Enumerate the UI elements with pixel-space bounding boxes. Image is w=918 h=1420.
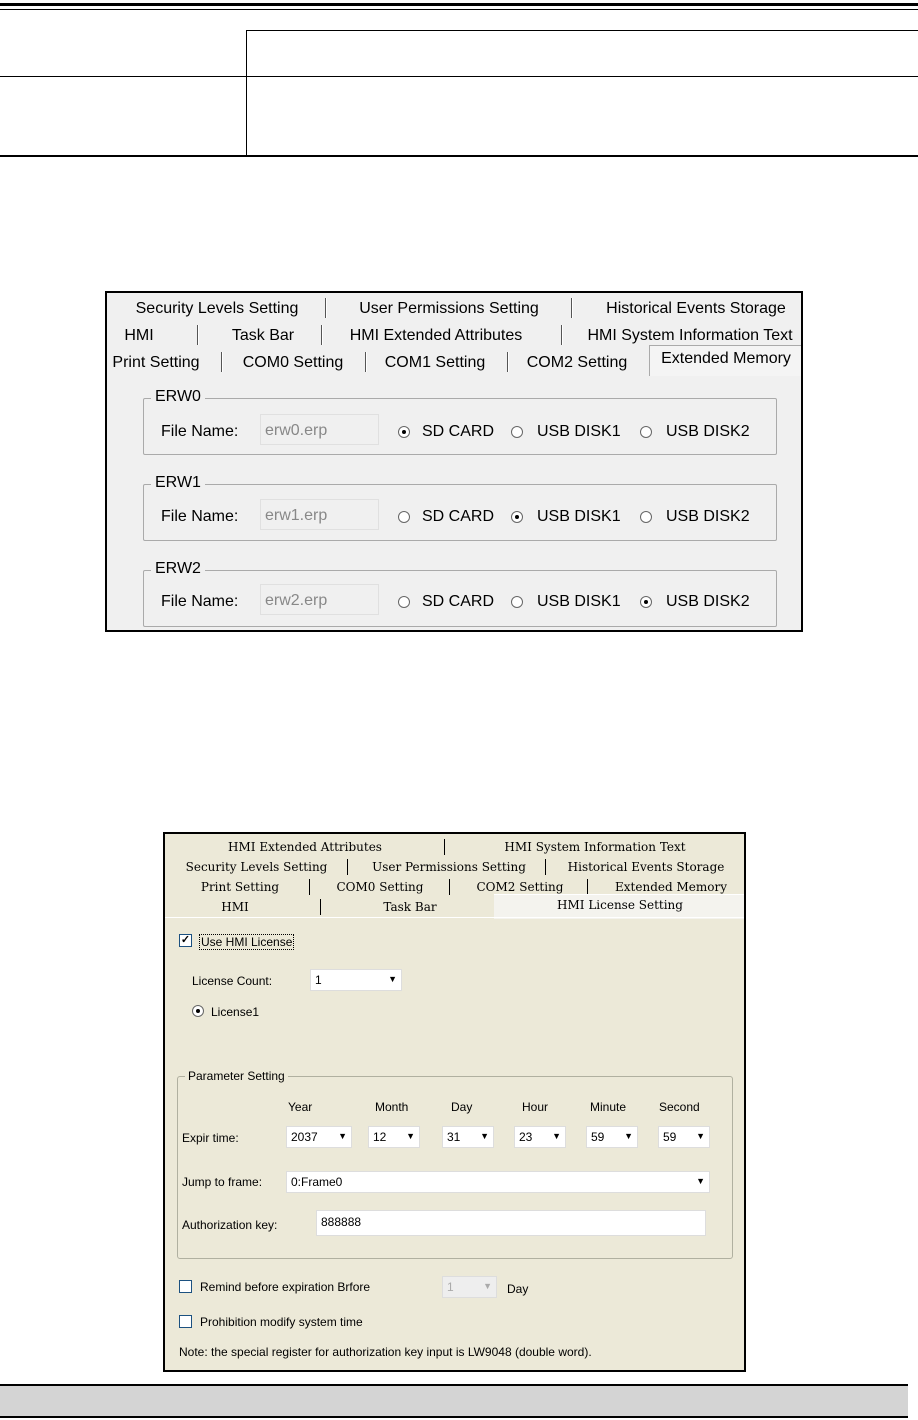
tab-hmi-system-information-text[interactable]: HMI System Information Text (504, 840, 686, 854)
tab-separator (571, 298, 573, 318)
remind-before-expiration-checkbox[interactable] (179, 1280, 192, 1293)
erw0-file-name-field[interactable]: erw0.erp (260, 414, 379, 445)
erw2-sd-card-radio[interactable] (398, 596, 410, 608)
day-value: 31 (447, 1130, 461, 1144)
authorization-key-input[interactable] (316, 1210, 706, 1236)
tab-print-setting[interactable]: Print Setting (200, 880, 280, 894)
file-name-label: File Name: (161, 423, 239, 440)
tab-extended-memory[interactable]: Extended Memory (661, 350, 791, 367)
tab-com0-setting[interactable]: COM0 Setting (336, 880, 424, 894)
tab-task-bar[interactable]: Task Bar (231, 327, 295, 344)
tab-com2-setting[interactable]: COM2 Setting (476, 880, 564, 894)
group-erw0-title: ERW0 (151, 388, 205, 406)
month-header: Month (375, 1100, 409, 1114)
chevron-down-icon: ▼ (552, 1131, 561, 1141)
erw1-usb-disk1-radio[interactable] (511, 511, 523, 523)
tab-separator (197, 325, 199, 345)
day-select[interactable] (442, 1126, 494, 1148)
erw2-usb-disk1-radio[interactable] (511, 596, 523, 608)
chevron-down-icon: ▼ (388, 974, 397, 984)
minute-header: Minute (590, 1100, 627, 1114)
group-erw1-title: ERW1 (151, 474, 205, 492)
license-count-select[interactable] (310, 969, 402, 991)
file-name-label: File Name: (161, 593, 239, 610)
tab-separator (449, 879, 450, 895)
second-header: Second (659, 1100, 700, 1114)
license-count-value: 1 (315, 973, 322, 987)
erw1-usb-disk1-label[interactable]: USB DISK1 (537, 508, 621, 525)
tab-separator (444, 839, 445, 855)
tab-panel-top-edge (165, 917, 744, 918)
remind-before-expiration-label[interactable]: Remind before expiration Brfore (200, 1280, 371, 1294)
minute-select[interactable] (586, 1126, 638, 1148)
chevron-down-icon: ▼ (480, 1131, 489, 1141)
extended-memory-dialog (105, 291, 803, 632)
table-column-divider (246, 30, 247, 156)
tab-hmi[interactable]: HMI (221, 900, 249, 914)
tab-extended-memory[interactable]: Extended Memory (615, 880, 727, 894)
jump-to-frame-label: Jump to frame: (182, 1175, 263, 1189)
chevron-down-icon: ▼ (624, 1131, 633, 1141)
hour-select[interactable] (514, 1126, 566, 1148)
tab-hmi[interactable]: HMI (124, 327, 154, 344)
tab-separator (321, 325, 323, 345)
erw1-sd-card-radio[interactable] (398, 511, 410, 523)
tab-separator (347, 859, 348, 875)
tab-historical-events-storage[interactable]: Historical Events Storage (606, 300, 786, 317)
erw2-usb-disk2-radio[interactable] (640, 596, 652, 608)
erw1-usb-disk2-label[interactable]: USB DISK2 (666, 508, 750, 525)
tab-print-setting[interactable]: Print Setting (112, 354, 200, 371)
tab-hmi-license-setting[interactable]: HMI License Setting (557, 898, 683, 912)
table-row-line-2 (0, 76, 918, 77)
chevron-down-icon: ▼ (696, 1176, 705, 1186)
tab-separator (309, 879, 310, 895)
table-row-line-1 (246, 30, 918, 31)
year-select[interactable] (286, 1126, 352, 1148)
tab-hmi-extended-attributes[interactable]: HMI Extended Attributes (228, 840, 382, 854)
erw1-usb-disk2-radio[interactable] (640, 511, 652, 523)
tab-separator (221, 352, 223, 372)
remind-day-unit: Day (507, 1282, 529, 1296)
use-hmi-license-checkbox[interactable]: ✓ (180, 934, 191, 946)
tab-user-permissions-setting[interactable]: User Permissions Setting (359, 300, 539, 317)
erw0-usb-disk2-radio[interactable] (640, 426, 652, 438)
chevron-down-icon: ▼ (406, 1131, 415, 1141)
second-select[interactable] (658, 1126, 710, 1148)
tab-separator (507, 352, 509, 372)
erw0-usb-disk2-label[interactable]: USB DISK2 (666, 423, 750, 440)
erw0-usb-disk1-radio[interactable] (511, 426, 523, 438)
tab-separator (545, 859, 546, 875)
tab-com0-setting[interactable]: COM0 Setting (242, 354, 344, 371)
remind-days-value: 1 (447, 1280, 454, 1294)
remind-days-select[interactable] (442, 1276, 497, 1298)
header-rule-top (0, 3, 918, 6)
hour-header: Hour (522, 1100, 549, 1114)
note-text: Note: the special register for authorization key input is LW9048 (double word). (179, 1345, 592, 1359)
erw2-usb-disk2-label[interactable]: USB DISK2 (666, 593, 750, 610)
tab-hmi-system-information-text[interactable]: HMI System Information Text (587, 327, 793, 344)
minute-value: 59 (591, 1130, 605, 1144)
tab-separator (365, 352, 367, 372)
license-count-label: License Count: (192, 974, 273, 988)
year-header: Year (288, 1100, 313, 1114)
day-header: Day (451, 1100, 473, 1114)
tab-separator (320, 899, 321, 915)
chevron-down-icon: ▼ (696, 1131, 705, 1141)
use-hmi-license-label[interactable]: Use HMI License (201, 935, 293, 949)
tab-com1-setting[interactable]: COM1 Setting (384, 354, 486, 371)
erw2-usb-disk1-label[interactable]: USB DISK1 (537, 593, 621, 610)
authorization-key-label: Authorization key: (182, 1218, 278, 1232)
month-value: 12 (373, 1130, 387, 1144)
erw2-file-name-field[interactable]: erw2.erp (260, 584, 379, 615)
group-erw2-title: ERW2 (151, 560, 205, 578)
file-name-label: File Name: (161, 508, 239, 525)
erw0-sd-card-label[interactable]: SD CARD (422, 423, 495, 440)
tab-security-levels-setting[interactable]: Security Levels Setting (185, 860, 328, 874)
authorization-key-value: 888888 (321, 1215, 362, 1229)
erw1-sd-card-label[interactable]: SD CARD (422, 508, 495, 525)
parameter-setting-title: Parameter Setting (185, 1069, 288, 1083)
chevron-down-icon: ▼ (338, 1131, 347, 1141)
footer-bar (0, 1384, 908, 1418)
table-bottom-rule (0, 155, 918, 157)
tab-security-levels-setting[interactable]: Security Levels Setting (135, 300, 299, 317)
jump-to-frame-select[interactable] (286, 1171, 710, 1193)
tab-historical-events-storage[interactable]: Historical Events Storage (567, 860, 725, 874)
erw0-sd-card-radio[interactable] (398, 426, 410, 438)
erw2-sd-card-label[interactable]: SD CARD (422, 593, 495, 610)
tab-user-permissions-setting[interactable]: User Permissions Setting (372, 860, 526, 874)
expir-time-label: Expir time: (182, 1131, 239, 1145)
header-rule-top-thin (0, 9, 918, 10)
hour-value: 23 (519, 1130, 533, 1144)
tab-separator (325, 298, 327, 318)
tab-separator (587, 879, 588, 895)
tab-com2-setting[interactable]: COM2 Setting (526, 354, 628, 371)
year-value: 2037 (291, 1130, 318, 1144)
chevron-down-icon: ▼ (483, 1281, 492, 1291)
tab-task-bar[interactable]: Task Bar (383, 900, 437, 914)
prohibition-modify-system-time-label[interactable]: Prohibition modify system time (200, 1315, 363, 1329)
tab-hmi-extended-attributes[interactable]: HMI Extended Attributes (349, 327, 523, 344)
license1-label[interactable]: License1 (211, 1005, 260, 1019)
month-select[interactable] (368, 1126, 420, 1148)
second-value: 59 (663, 1130, 677, 1144)
tab-separator (561, 325, 563, 345)
erw0-usb-disk1-label[interactable]: USB DISK1 (537, 423, 621, 440)
license1-radio[interactable] (192, 1005, 204, 1017)
jump-to-frame-value: 0:Frame0 (291, 1175, 343, 1189)
prohibition-modify-system-time-checkbox[interactable] (179, 1315, 192, 1328)
hmi-license-setting-dialog (163, 832, 746, 1372)
erw1-file-name-field[interactable]: erw1.erp (260, 499, 379, 530)
